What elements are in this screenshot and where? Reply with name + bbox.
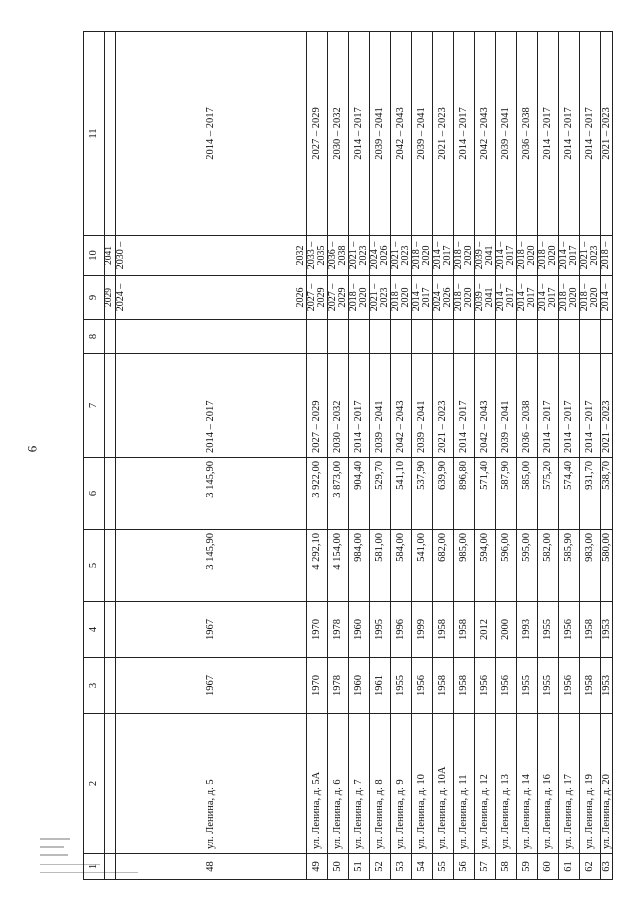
address-cell: ул. Ленина, д. 7 [348,714,369,854]
period-cell: 2021 – 2023 [432,354,453,458]
col10-period-cell [369,236,390,276]
period-start: 2024 – [431,283,443,312]
period-cell: 2030 – 2032 [327,354,348,458]
col9-period-cell [116,276,307,320]
period-end: 2017 [525,287,537,308]
col10-period-cell [558,236,579,276]
rotated-table-container [83,32,613,880]
build-year-cell: 1956 [558,658,579,714]
period-end: 2017 [567,245,579,266]
living-area-cell: 575,20 [537,458,558,530]
period-start: 2014 – [494,241,506,270]
total-area-cell: 595,00 [516,530,537,602]
living-area-cell: 931,70 [579,458,600,530]
address-cell: ул. Ленина, д. 5А [306,714,327,854]
period-end: 2023 [588,245,600,266]
living-area-cell: 574,40 [558,458,579,530]
col10-period-cell [411,236,432,276]
period-cell: 2014 – 2017 [579,354,600,458]
period-end: 2017 [441,245,453,266]
period-start: 2027 – [305,283,317,312]
address-cell: ул. Ленина, д. 12 [474,714,495,854]
build-year-cell: 1958 [453,658,474,714]
year-cell: 1967 [116,602,307,658]
period-cell: 2042 – 2043 [390,354,411,458]
period-end: 2032 [294,245,306,266]
total-area-cell: 581,00 [369,530,390,602]
header-cell-9: 9 [84,276,105,320]
col10-period-cell [116,236,307,276]
col8-cell [453,320,474,354]
period-end: 2020 [462,287,474,308]
period-cell: 2027 – 2029 [306,354,327,458]
col10-period-cell [495,236,516,276]
period-start: 2021 – [347,241,359,270]
total-area-cell: 584,00 [390,530,411,602]
row-number: 59 [516,854,537,880]
final-period-cell: 2036 – 2038 [516,32,537,236]
year-cell: 1958 [432,602,453,658]
total-area-cell: 4 292,10 [306,530,327,602]
col8-cell [537,320,558,354]
carry-over-col9: 2029 [105,276,116,320]
living-area-cell: 3 145,90 [116,458,307,530]
build-year-cell: 1956 [474,658,495,714]
address-cell: ул. Ленина, д. 8 [369,714,390,854]
table-row [579,32,600,880]
table-row [348,32,369,880]
col8-cell [116,320,307,354]
col9-period-cell [474,276,495,320]
period-start: 2018 – [452,241,464,270]
header-cell-11: 11 [84,32,105,236]
address-cell: ул. Ленина, д. 19 [579,714,600,854]
total-area-cell: 580,00 [600,530,612,602]
col10-period-cell [579,236,600,276]
total-area-cell: 682,00 [432,530,453,602]
year-cell: 1953 [600,602,612,658]
address-cell: ул. Ленина, д. 10А [432,714,453,854]
build-year-cell: 1955 [390,658,411,714]
period-end: 2017 [504,245,516,266]
col10-period-cell [600,236,612,276]
header-cell-6: 6 [84,458,105,530]
period-start: 2036 – [326,241,338,270]
living-area-cell: 896,80 [453,458,474,530]
col10-period-cell [348,236,369,276]
total-area-cell: 585,90 [558,530,579,602]
col10-period-cell [432,236,453,276]
period-cell: 2039 – 2041 [495,354,516,458]
col8-cell [558,320,579,354]
col9-period-cell [600,276,612,320]
row-number: 62 [579,854,600,880]
row-number: 54 [411,854,432,880]
period-start: 2014 – [599,283,611,312]
final-period-cell: 2014 – 2017 [116,32,307,236]
period-start: 2033 – [305,241,317,270]
living-area-cell: 538,70 [600,458,612,530]
living-area-cell: 585,00 [516,458,537,530]
period-start: 2030 – [115,241,126,270]
final-period-cell: 2014 – 2017 [537,32,558,236]
col9-period-cell [558,276,579,320]
row-number: 49 [306,854,327,880]
period-end: 2017 [546,287,558,308]
year-cell: 1970 [306,602,327,658]
total-area-cell: 985,00 [453,530,474,602]
table-row [390,32,411,880]
year-cell: 1999 [411,602,432,658]
build-year-cell: 1958 [579,658,600,714]
living-area-cell: 639,90 [432,458,453,530]
period-start: 2018 – [515,241,527,270]
table-row [516,32,537,880]
header-cell-3: 3 [84,658,105,714]
header-cell-7: 7 [84,354,105,458]
living-area-cell: 3 873,00 [327,458,348,530]
period-start: 2018 – [557,283,569,312]
period-end: 2023 [357,245,369,266]
col8-cell [348,320,369,354]
final-period-cell: 2014 – 2017 [453,32,474,236]
final-period-cell: 2014 – 2017 [579,32,600,236]
row-number: 50 [327,854,348,880]
table-row [558,32,579,880]
row-number: 52 [369,854,390,880]
period-start: 2021 – [578,241,590,270]
period-cell: 2014 – 2017 [348,354,369,458]
col9-period-cell [390,276,411,320]
address-cell: ул. Ленина, д. 10 [411,714,432,854]
col8-cell [600,320,612,354]
period-end: 2029 [336,287,348,308]
table-row [537,32,558,880]
period-start: 2018 – [410,241,422,270]
year-cell: 1995 [369,602,390,658]
period-start: 2039 – [473,283,485,312]
period-start: 2021 – [389,241,401,270]
total-area-cell: 4 154,00 [327,530,348,602]
carry-over-row [105,32,116,880]
period-cell: 2014 – 2017 [116,354,307,458]
living-area-cell: 3 922,00 [306,458,327,530]
period-end: 2020 [420,245,432,266]
row-number: 57 [474,854,495,880]
col8-cell [390,320,411,354]
col10-period-cell [516,236,537,276]
row-number: 56 [453,854,474,880]
period-start: 2014 – [557,241,569,270]
housing-repair-table [83,31,613,880]
period-cell: 2036 – 2038 [516,354,537,458]
period-end: 2026 [378,245,390,266]
period-cell: 2039 – 2041 [411,354,432,458]
col10-period-cell [474,236,495,276]
header-cell-10: 10 [84,236,105,276]
col8-cell [369,320,390,354]
build-year-cell: 1956 [411,658,432,714]
table-row [453,32,474,880]
final-period-cell: 2042 – 2043 [474,32,495,236]
build-year-cell: 1953 [600,658,612,714]
build-year-cell: 1956 [495,658,516,714]
period-start: 2024 – [115,283,126,312]
col10-period-cell [537,236,558,276]
header-cell-2: 2 [84,714,105,854]
row-number: 63 [600,854,612,880]
header-cell-5: 5 [84,530,105,602]
final-period-cell: 2030 – 2032 [327,32,348,236]
year-cell: 1958 [579,602,600,658]
final-period-cell: 2027 – 2029 [306,32,327,236]
period-end: 2020 [399,287,411,308]
period-cell: 2014 – 2017 [453,354,474,458]
period-end: 2035 [315,245,327,266]
period-start: 2018 – [347,283,359,312]
period-end: 2020 [525,245,537,266]
address-cell: ул. Ленина, д. 9 [390,714,411,854]
year-cell: 1960 [348,602,369,658]
year-cell: 1978 [327,602,348,658]
period-end: 2023 [378,287,390,308]
period-end: 2026 [294,287,306,308]
address-cell: ул. Ленина, д. 6 [327,714,348,854]
year-cell: 1955 [537,602,558,658]
header-cell-8: 8 [84,320,105,354]
row-number: 58 [495,854,516,880]
table-row [306,32,327,880]
address-cell: ул. Ленина, д. 13 [495,714,516,854]
address-cell: ул. Ленина, д. 14 [516,714,537,854]
table-row [411,32,432,880]
col10-period-cell [306,236,327,276]
living-area-cell: 587,90 [495,458,516,530]
col9-period-cell [306,276,327,320]
living-area-cell: 541,10 [390,458,411,530]
address-cell: ул. Ленина, д. 17 [558,714,579,854]
build-year-cell: 1961 [369,658,390,714]
period-start: 2027 – [326,283,338,312]
col9-period-cell [495,276,516,320]
col8-cell [579,320,600,354]
period-end: 2017 [504,287,516,308]
total-area-cell: 984,00 [348,530,369,602]
period-start: 2018 – [389,283,401,312]
table-row [495,32,516,880]
final-period-cell: 2039 – 2041 [495,32,516,236]
year-cell: 2000 [495,602,516,658]
carry-over-col10: 2041 [105,236,116,276]
year-cell: 2012 [474,602,495,658]
header-cell-4: 4 [84,602,105,658]
year-cell: 1958 [453,602,474,658]
table-row [600,32,612,880]
period-end: 2029 [315,287,327,308]
final-period-cell: 2021 – 2023 [432,32,453,236]
address-cell: ул. Ленина, д. 16 [537,714,558,854]
address-cell: ул. Ленина, д. 11 [453,714,474,854]
total-area-cell: 594,00 [474,530,495,602]
table-row [432,32,453,880]
year-cell: 1956 [558,602,579,658]
total-area-cell: 3 145,90 [116,530,307,602]
col8-cell [306,320,327,354]
table-row [116,32,307,880]
col9-period-cell [537,276,558,320]
total-area-cell: 596,00 [495,530,516,602]
page-number: 6 [24,445,40,453]
build-year-cell: 1955 [516,658,537,714]
row-number: 48 [116,854,307,880]
period-start: 2018 – [452,283,464,312]
period-end: 2020 [462,245,474,266]
col8-cell [411,320,432,354]
period-start: 2014 – [410,283,422,312]
period-end: 2041 [483,245,495,266]
living-area-cell: 571,40 [474,458,495,530]
col9-period-cell [516,276,537,320]
final-period-cell: 2021 – 2023 [600,32,612,236]
final-period-cell: 2042 – 2043 [390,32,411,236]
period-end: 2041 [483,287,495,308]
period-start: 2018 – [578,283,590,312]
col9-period-cell [327,276,348,320]
period-end: 2020 [567,287,579,308]
period-end: 2017 [420,287,432,308]
final-period-cell: 2039 – 2041 [411,32,432,236]
col8-cell [432,320,453,354]
period-cell: 2021 – 2023 [600,354,612,458]
col8-cell [495,320,516,354]
period-start: 2024 – [368,241,380,270]
address-cell: ул. Ленина, д. 20 [600,714,612,854]
build-year-cell: 1958 [432,658,453,714]
table-row [369,32,390,880]
period-start: 2014 – [494,283,506,312]
period-cell: 2014 – 2017 [537,354,558,458]
living-area-cell: 904,40 [348,458,369,530]
header-cell-1: 1 [84,854,105,880]
build-year-cell: 1967 [116,658,307,714]
col10-period-cell [327,236,348,276]
final-period-cell: 2014 – 2017 [348,32,369,236]
col9-period-cell [348,276,369,320]
period-start: 2014 – [515,283,527,312]
period-end: 2026 [441,287,453,308]
living-area-cell: 537,90 [411,458,432,530]
col9-period-cell [411,276,432,320]
period-end: 2020 [357,287,369,308]
period-end: 2020 [588,287,600,308]
col9-period-cell [369,276,390,320]
row-number: 61 [558,854,579,880]
row-number: 60 [537,854,558,880]
col8-cell [327,320,348,354]
col9-period-cell [432,276,453,320]
col10-period-cell [390,236,411,276]
period-start: 2018 – [536,241,548,270]
address-cell: ул. Ленина, д. 5 [116,714,307,854]
period-start: 2014 – [431,241,443,270]
period-start: 2014 – [536,283,548,312]
table-row [327,32,348,880]
col10-period-cell [453,236,474,276]
period-cell: 2042 – 2043 [474,354,495,458]
header-row [84,32,105,880]
living-area-cell: 529,70 [369,458,390,530]
col8-cell [474,320,495,354]
total-area-cell: 983,00 [579,530,600,602]
period-cell: 2014 – 2017 [558,354,579,458]
col8-cell [516,320,537,354]
build-year-cell: 1978 [327,658,348,714]
total-area-cell: 541,00 [411,530,432,602]
final-period-cell: 2039 – 2041 [369,32,390,236]
year-cell: 1993 [516,602,537,658]
period-end: 2020 [546,245,558,266]
build-year-cell: 1955 [537,658,558,714]
col9-period-cell [579,276,600,320]
table-row [474,32,495,880]
total-area-cell: 582,00 [537,530,558,602]
build-year-cell: 1960 [348,658,369,714]
col9-period-cell [453,276,474,320]
year-cell: 1996 [390,602,411,658]
row-number: 53 [390,854,411,880]
build-year-cell: 1970 [306,658,327,714]
period-end: 2023 [399,245,411,266]
row-number: 51 [348,854,369,880]
period-start: 2018 – [599,241,611,270]
final-period-cell: 2014 – 2017 [558,32,579,236]
period-cell: 2039 – 2041 [369,354,390,458]
period-start: 2021 – [368,283,380,312]
row-number: 55 [432,854,453,880]
period-end: 2038 [336,245,348,266]
period-start: 2039 – [473,241,485,270]
